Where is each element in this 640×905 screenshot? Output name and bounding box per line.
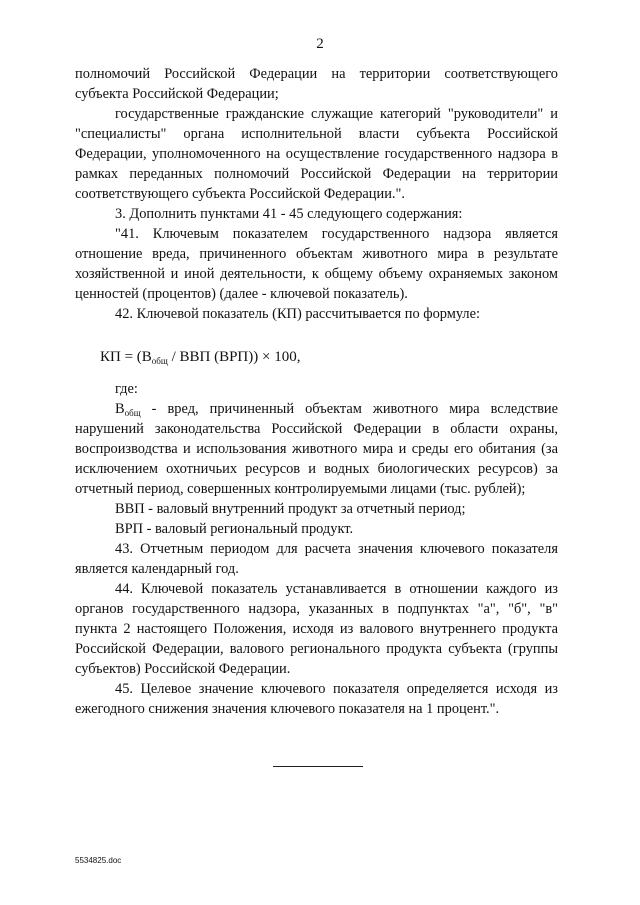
- formula-prefix: КП = (В: [100, 349, 152, 365]
- clause-41: "41. Ключевым показателем государственного надзора является отношение вреда, причиненного объектам животного мира в результате хозяйственной и иной деятельности, к общему объему охраняемых законом ценностей (процентов) (далее - ключевой показатель).: [75, 226, 558, 302]
- definition-vvp: ВВП - валовый внутренний продукт за отчетный период;: [115, 501, 466, 517]
- page-number: 2: [316, 36, 324, 52]
- v-definition-text: - вред, причиненный объектам животного мира вследствие нарушений законодательства Российской Федерации в области охраны, воспроизводства и использования животного мира и среды его обитания (за исключением охотничьих ресурсов и водных биологических ресурсов) за отчетный период, совершенных контролируемыми лицами (тыс. рублей);: [75, 401, 558, 497]
- formula-subscript: общ: [151, 356, 168, 366]
- definition-vrp: ВРП - валовый региональный продукт.: [115, 521, 354, 537]
- formula: [75, 347, 558, 367]
- v-symbol: В: [115, 401, 125, 417]
- paragraph-2: государственные гражданские служащие категорий "руководители" и "специалисты" органа исполнительной власти субъекта Российской Федерации, уполномоченного на осуществление государственного надзора в рамках переданных полномочий Российской Федерации на территории соответствующего субъекта Российской Федерации.".: [75, 106, 558, 202]
- closing-divider-line: [273, 766, 363, 767]
- clause-43: 43. Отчетным периодом для расчета значения ключевого показателя является календарный год.: [75, 541, 558, 577]
- paragraph-3: 3. Дополнить пунктами 41 - 45 следующего содержания:: [115, 206, 463, 222]
- formula-suffix: / ВВП (ВРП)) × 100,: [167, 349, 301, 365]
- paragraph-1: полномочий Российской Федерации на территории соответствующего субъекта Российской Федерации;: [75, 66, 558, 102]
- clause-42: 42. Ключевой показатель (КП) рассчитывается по формуле:: [115, 306, 480, 322]
- document-body: [75, 64, 558, 719]
- clause-45: 45. Целевое значение ключевого показателя определяется исходя из ежегодного снижения значения ключевого показателя на 1 процент.".: [75, 681, 558, 717]
- footer-filename: 5534825.doc: [75, 856, 122, 865]
- where-label: где:: [115, 381, 138, 397]
- definition-v-total: [75, 399, 558, 499]
- clause-44: 44. Ключевой показатель устанавливается в отношении каждого из органов государственного надзора, указанных в подпунктах "а", "б", "в" пункта 2 настоящего Положения, исходя из валового внутреннего продукта Российской Федерации, валового регионального продукта субъекта (группы субъектов) Российской Федерации.: [75, 581, 558, 677]
- v-subscript: общ: [124, 408, 141, 418]
